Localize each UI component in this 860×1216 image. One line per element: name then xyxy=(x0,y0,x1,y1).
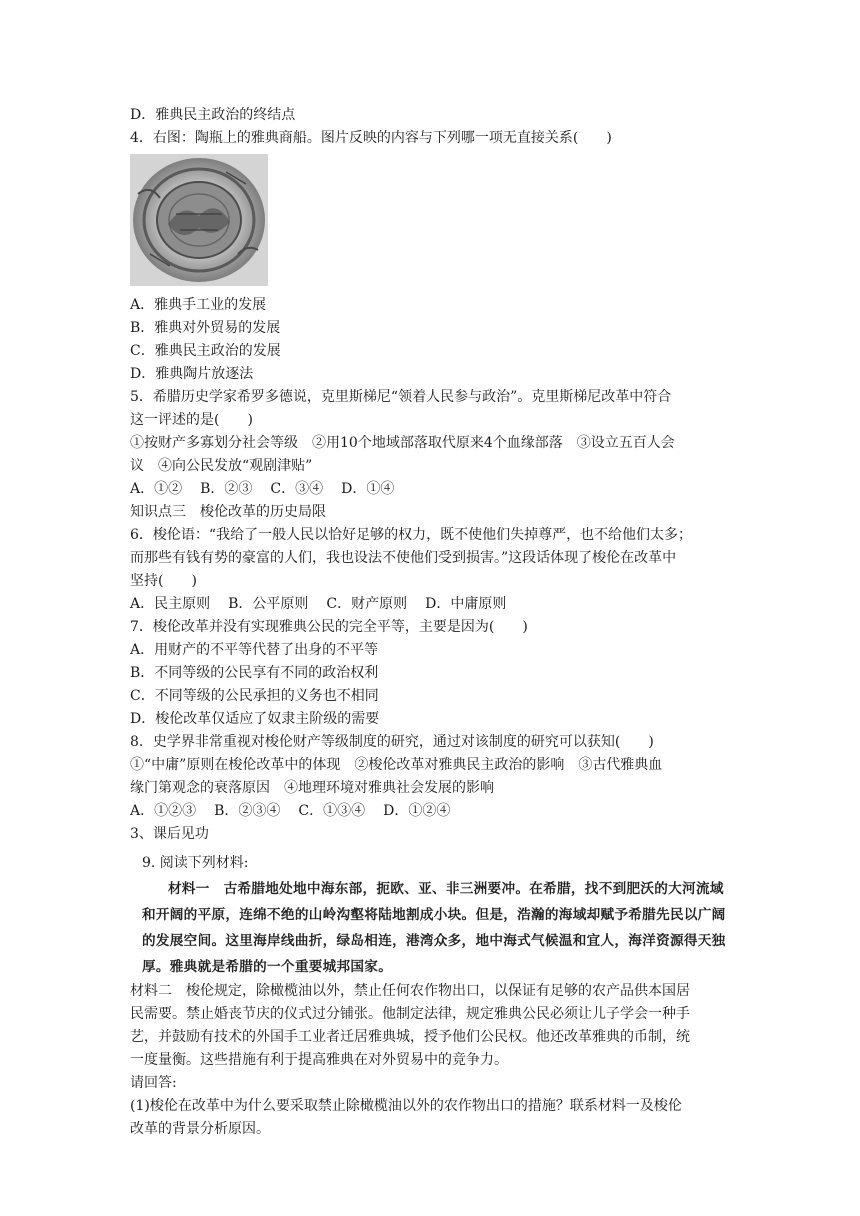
q5-items-line1: ①按财产多寡划分社会等级 ②用10个地域部落取代原来4个血缘部落 ③设立五百人会 xyxy=(130,435,675,451)
q9-sub1-line1: (1)梭伦在改革中为什么要采取禁止除橄榄油以外的农作物出口的措施？联系材料一及梭伦 xyxy=(130,1098,682,1114)
q6-choices xyxy=(130,593,730,616)
q9-material1-line2: 和开阔的平原，连绵不绝的山岭沟壑将陆地割成小块。但是，浩瀚的海域却赋予希腊先民以广阔 xyxy=(142,907,726,923)
q9-material1-line3: 的发展空间。这里海岸线曲折，绿岛相连，港湾众多，地中海式气候温和宜人，海洋资源得天独 xyxy=(142,933,726,949)
q8-choice-c: C．①③④ xyxy=(298,803,366,819)
q7-option-c: C．不同等级的公民承担的义务也不相同 xyxy=(130,688,379,704)
q8-items-line2: 缘门第观念的衰落原因 ④地理环境对雅典社会发展的影响 xyxy=(130,780,494,796)
q4-option-a: A．雅典手工业的发展 xyxy=(130,297,267,313)
section3-title: 知识点三 梭伦改革的历史局限 xyxy=(130,504,326,520)
pottery-plate-picture xyxy=(130,154,268,286)
q5-choice-c: C．③④ xyxy=(270,481,324,497)
q8-items-line1: ①“中庸”原则在梭伦改革中的体现 ②梭伦改革对雅典民主政治的影响 ③古代雅典血 xyxy=(130,757,663,773)
q9-scanned-material xyxy=(142,850,738,980)
q6-line2: 而那些有钱有势的豪富的人们，我也设法不使他们受到损害。”这段话体现了梭伦在改革中 xyxy=(130,550,677,566)
q5-items-line2: 议 ④向公民发放“观剧津贴” xyxy=(130,458,313,474)
q5-choice-b: B．②③ xyxy=(200,481,253,497)
q9-material2-line1: 材料二 梭伦规定，除橄榄油以外，禁止任何农作物出口，以保证有足够的农产品供本国居 xyxy=(130,983,690,999)
q9-material2-line2: 民需要。禁止婚丧节庆的仪式过分铺张。他制定法律，规定雅典公民必须让儿子学会一种手 xyxy=(130,1006,690,1022)
q9-sub1-line2: 改革的背景分析原因。 xyxy=(130,1121,270,1137)
q5-choice-a: A．①② xyxy=(130,481,183,497)
q6-line3: 坚持( ) xyxy=(130,573,197,589)
q7-stem: 7．梭伦改革并没有实现雅典公民的完全平等，主要是因为( ) xyxy=(130,619,528,635)
q5-stem-line1: 5．希腊历史学家希罗多德说，克里斯梯尼“领着人民参与政治”。克里斯梯尼改革中符合 xyxy=(130,389,672,405)
q7-option-b: B．不同等级的公民享有不同的政治权利 xyxy=(130,665,379,681)
q8-stem: 8．史学界非常重视对梭伦财产等级制度的研究，通过对该制度的研究可以获知( ) xyxy=(130,734,654,750)
q6-choice-d: D．中庸原则 xyxy=(425,596,507,612)
q6-choice-a: A．民主原则 xyxy=(130,596,211,612)
q9-please-answer: 请回答: xyxy=(130,1075,177,1091)
q8-choices xyxy=(130,800,730,823)
q7-option-d: D．梭伦改革仅适应了奴隶主阶级的需要 xyxy=(130,711,380,727)
q4-option-c: C．雅典民主政治的发展 xyxy=(130,343,281,359)
q9-material2-line4: 一度量衡。这些措施有利于提高雅典在对外贸易中的竞争力。 xyxy=(130,1052,508,1068)
q3-option-d: D．雅典民主政治的终结点 xyxy=(130,107,296,123)
q9-material1-line1: 材料一 古希腊地处地中海东部，扼欧、亚、非三洲要冲。在希腊，找不到肥沃的大河流域 xyxy=(168,881,724,897)
q8-choice-a: A．①②③ xyxy=(130,803,197,819)
q8-choice-d: D．①②④ xyxy=(383,803,451,819)
ancient-pottery-plate-image xyxy=(130,154,268,286)
q7-option-a: A．用财产的不平等代替了出身的不平等 xyxy=(130,642,379,658)
q4-option-d: D．雅典陶片放逐法 xyxy=(130,366,254,382)
q6-choice-b: B．公平原则 xyxy=(228,596,309,612)
q6-line1: 6．梭伦语：“我给了一般人民以恰好足够的权力，既不使他们失掉尊严，也不给他们太多； xyxy=(130,527,693,543)
q9-title: 9. 阅读下列材料: xyxy=(142,855,249,871)
q4-option-b: B．雅典对外贸易的发展 xyxy=(130,320,281,336)
q9-material2-line3: 艺，并鼓励有技术的外国手工业者迁居雅典城，授予他们公民权。他还改革雅典的币制，统 xyxy=(130,1029,690,1045)
q5-choices xyxy=(130,478,730,501)
page-content xyxy=(130,104,730,1141)
q4-stem: 4．右图：陶瓶上的雅典商船。图片反映的内容与下列哪一项无直接关系( ) xyxy=(130,130,612,146)
q5-choice-d: D．①④ xyxy=(341,481,395,497)
q9-material1-line4: 厚。雅典就是希腊的一个重要城邦国家。 xyxy=(142,959,393,975)
q6-choice-c: C．财产原则 xyxy=(326,596,408,612)
q8-choice-b: B．②③④ xyxy=(214,803,281,819)
q5-stem-line2: 这一评述的是( ) xyxy=(130,412,253,428)
after-class-heading: 3、课后见功 xyxy=(130,826,209,842)
